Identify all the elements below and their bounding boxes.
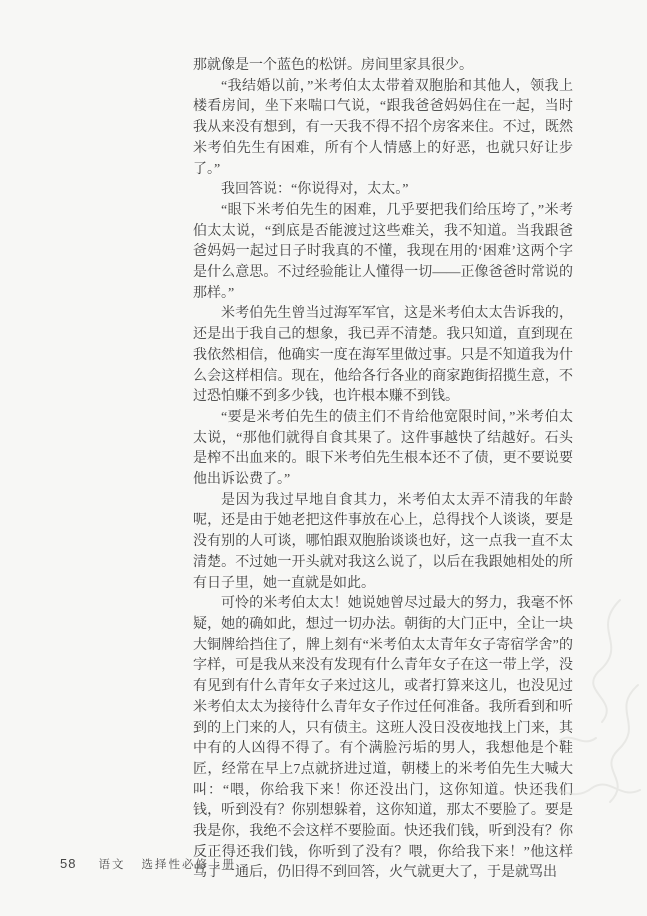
paragraph: “我结婚以前，”米考伯太太带着双胞胎和其他人，领我上楼看房间，坐下来喘口气说，“跟我爸爸妈妈住在一起，当时我从来没有想到，有一天我不得不招个房客来住。不过，既然米考伯先生有困难，所有个人情感上的好恶，也就只好让步了。” — [193, 78, 573, 177]
paragraph: “眼下米考伯先生的困难，几乎要把我们给压垮了，”米考伯太太说，“到底是否能渡过这些难关，我不知道。当我跟爸爸妈妈一起过日子时我真的不懂，我现在用的‘困难’这两个字是什么意思。不过经验能让人懂得一切——正像爸爸时常说的那样。” — [193, 202, 573, 301]
paragraph: 是因为我过早地自食其力，米考伯太太弄不清我的年龄呢，还是由于她老把这件事放在心上，总得找个人谈谈，要是没有别的人可谈，哪怕跟双胞胎谈谈也好，这一点我一直不太清楚。不过她一开头就对我这么说了，以后在我跟她相处的所有日子里，她一直就是如此。 — [193, 492, 573, 591]
body-text — [193, 56, 573, 884]
footer-subject-label: 语文 — [98, 859, 126, 871]
page-number: 58 — [60, 856, 77, 871]
paragraph: 那就像是一个蓝色的松饼。房间里家具很少。 — [193, 58, 473, 73]
paragraph: 米考伯先生曾当过海军军官，这是米考伯太太告诉我的，还是出于我自己的想象，我已弄不清楚。我只知道，直到现在我依然相信，他确实一度在海军里做过事。只是不知道我为什么会这样相信。现在，他给各行各业的商家跑街招揽生意，不过恐怕赚不到多少钱，也许根本赚不到钱。 — [193, 306, 573, 405]
footer-volume-label: 选择性必修上册 — [141, 859, 236, 871]
paragraph: 我回答说：“你说得对，太太。” — [221, 182, 409, 198]
paragraph: 可怜的米考伯太太！她说她曾尽过最大的努力，我毫不怀疑，她的确如此，想过一切办法。朝街的大门正中，全让一块大铜牌给挡住了，牌上刻有“米考伯太太青年女子寄宿学舍”的字样，可是我从来没有发现有什么青年女子在这一带上学，没有见到有什么青年女子来过这儿，或者打算来这儿，也没见过米考伯太太为接待什么青年女子作过任何准备。我所看到和听到的上门来的人，只有债主。这班人没日没夜地找上门来，其中有的人凶得不得了。有个满脸污垢的男人，我想他是个鞋匠，经常在早上7点就挤进过道，朝楼上的米考伯先生大喊大叫：“喂，你给我下来！你还没出门，这你知道。快还我们钱，听到没有？你别想躲着，这你知道，那太不要脸了。要是我是你，我绝不会这样不要脸面。快还我们钱，听到没有？你反正得还我们钱，你听到了没有？喂，你给我下来！”他这样骂了一通后，仍旧得不到回答，火气就更大了，于是就骂出 — [193, 596, 573, 881]
paragraph: “要是米考伯先生的债主们不肯给他宽限时间，”米考伯太太说，“那他们就得自食其果了。这件事越快了结越好。石头是榨不出血来的。眼下米考伯先生根本还不了债，更不要说要他出诉讼费了。” — [193, 409, 573, 488]
page-footer — [60, 856, 236, 872]
